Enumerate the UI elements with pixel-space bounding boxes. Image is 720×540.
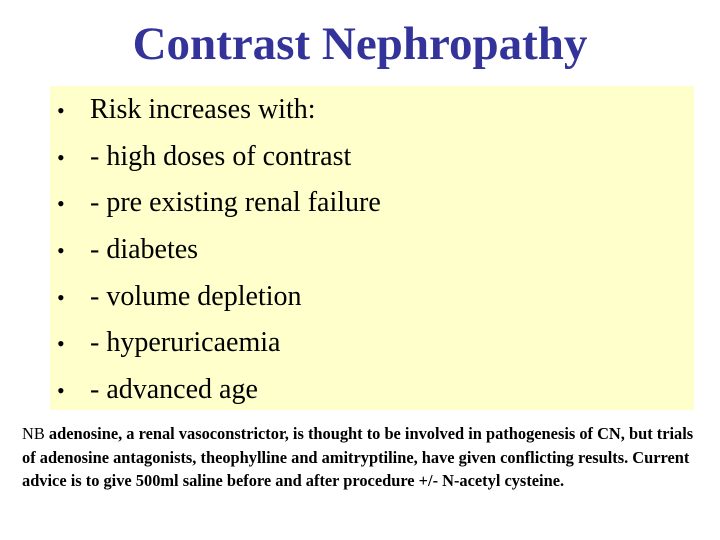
bullet-item xyxy=(50,94,690,141)
bullet-text: - pre existing renal failure xyxy=(90,187,381,219)
footnote-prefix: NB xyxy=(22,424,45,443)
slide-title: Contrast Nephropathy xyxy=(132,18,588,70)
bullet-dot-icon: • xyxy=(57,238,65,264)
bullet-item xyxy=(50,327,690,374)
bullet-text: - diabetes xyxy=(90,234,199,266)
bullet-dot-icon: • xyxy=(57,378,65,404)
bullet-dot-icon: • xyxy=(57,144,65,170)
bullet-text: Risk increases with: xyxy=(90,94,316,125)
bullet-item xyxy=(50,187,690,234)
bullet-list xyxy=(50,94,690,421)
bullet-item xyxy=(50,374,690,421)
footnote xyxy=(22,422,706,493)
bullet-text: - advanced age xyxy=(90,374,258,406)
bullet-dot-icon: • xyxy=(57,284,65,310)
bullet-item xyxy=(50,281,690,328)
footnote-body: adenosine, a renal vasoconstrictor, is thought to be involved in pathogenesis of CN, but trials of adenosine antagonists, theophylline and amitryptiline, have given conflicting results. Current advice is to give 500ml saline before and after procedure +/- N-acetyl cysteine. xyxy=(22,424,694,491)
bullet-item xyxy=(50,141,690,188)
bullet-dot-icon: • xyxy=(57,98,65,123)
bullet-text: - high doses of contrast xyxy=(90,140,352,172)
bullet-text: - volume depletion xyxy=(90,280,302,312)
bullet-item xyxy=(50,234,690,281)
bullet-text: - hyperuricaemia xyxy=(90,327,281,359)
bullet-dot-icon: • xyxy=(57,331,65,357)
bullet-dot-icon: • xyxy=(57,191,65,217)
